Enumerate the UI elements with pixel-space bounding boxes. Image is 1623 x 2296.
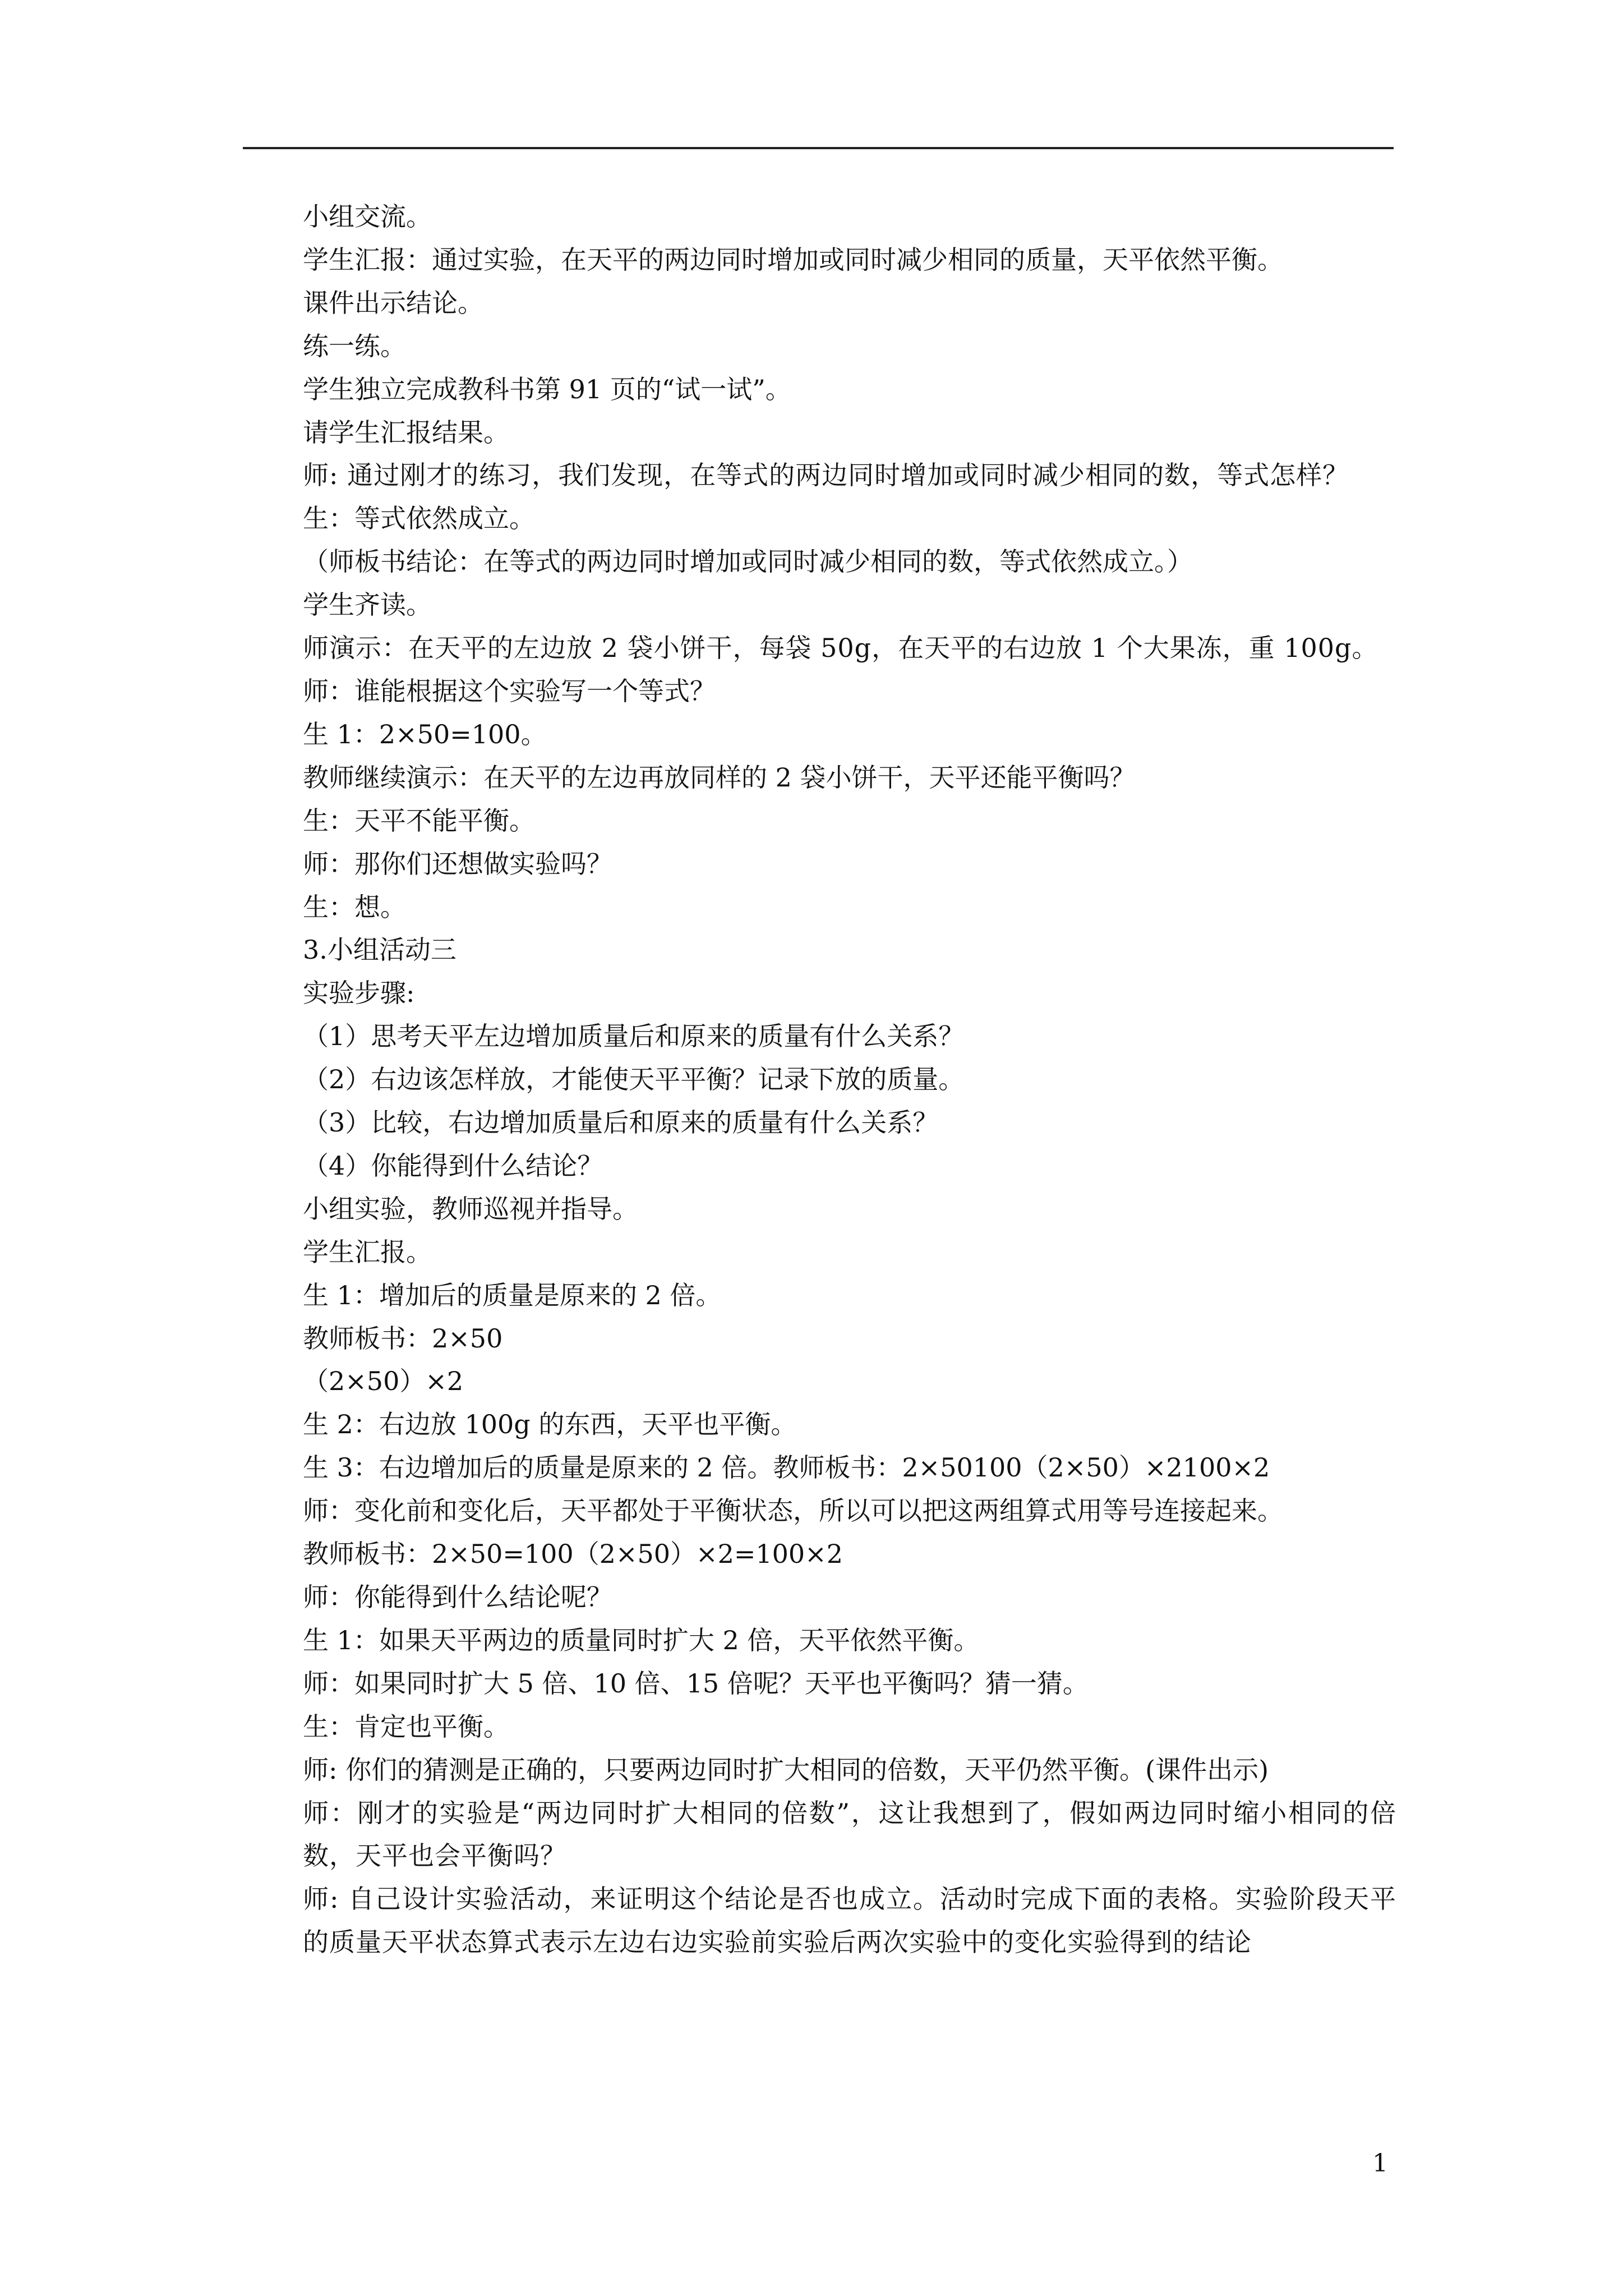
page-number: 1 [1372, 2149, 1388, 2178]
paragraph: 实验步骤: [303, 978, 415, 1009]
paragraph: 生：等式依然成立。 [303, 503, 535, 534]
paragraph: 师: 通过刚才的练习，我们发现，在等式的两边同时增加或同时减少相同的数，等式怎样？ [303, 460, 1349, 491]
paragraph: 师：变化前和变化后，天平都处于平衡状态，所以可以把这两组算式用等号连接起来。 [303, 1496, 1283, 1526]
paragraph: 师：如果同时扩大 5 倍、10 倍、15 倍呢？天平也平衡吗？猜一猜。 [303, 1668, 1089, 1699]
paragraph: 学生齐读。 [303, 590, 432, 620]
paragraph: 生 1：2×50=100。 [303, 719, 547, 749]
paragraph: 生：天平不能平衡。 [303, 805, 535, 836]
paragraph: 小组实验，教师巡视并指导。 [303, 1193, 638, 1224]
paragraph: 师演示：在天平的左边放 2 袋小饼干，每袋 50g，在天平的右边放 1 个大果冻，重 100g。 [303, 633, 1378, 664]
list-item: （1）思考天平左边增加质量后和原来的质量有什么关系？ [303, 1021, 965, 1052]
paragraph: （2×50）×2 [303, 1366, 464, 1397]
paragraph: 学生汇报。 [303, 1236, 432, 1267]
paragraph: 练一练。 [303, 330, 406, 361]
paragraph: 生 2：右边放 100g 的东西，天平也平衡。 [303, 1409, 797, 1440]
document-body [303, 195, 1396, 1964]
paragraph: 教师板书：2×50=100（2×50）×2=100×2 [303, 1539, 843, 1570]
paragraph: 师：谁能根据这个实验写一个等式？ [303, 675, 716, 706]
list-item: （4）你能得到什么结论？ [303, 1150, 603, 1181]
list-item: （2）右边该怎样放，才能使天平平衡？记录下放的质量。 [303, 1064, 965, 1095]
paragraph: 师：刚才的实验是“两边同时扩大相同的倍数”，这让我想到了，假如两边同时缩小相同的倍数，天平也会平衡吗？ [303, 1797, 1396, 1871]
list-item: （3）比较，右边增加质量后和原来的质量有什么关系？ [303, 1107, 939, 1138]
paragraph: 师: 自己设计实验活动，来证明这个结论是否也成立。活动时完成下面的表格。实验阶段天平的质量天平状态算式表示左边右边实验前实验后两次实验中的变化实验得到的结论 [303, 1884, 1396, 1958]
paragraph: 生 1：如果天平两边的质量同时扩大 2 倍，天平依然平衡。 [303, 1625, 980, 1655]
paragraph: 教师板书：2×50 [303, 1323, 503, 1354]
paragraph: 学生独立完成教科书第 91 页的“试一试”。 [303, 374, 791, 404]
paragraph: 请学生汇报结果。 [303, 417, 509, 448]
section-heading: 3.小组活动三 [303, 935, 457, 965]
paragraph: 学生汇报：通过实验，在天平的两边同时增加或同时减少相同的质量，天平依然平衡。 [303, 244, 1283, 275]
paragraph: 生 1：增加后的质量是原来的 2 倍。 [303, 1280, 722, 1310]
paragraph: 师：那你们还想做实验吗？ [303, 848, 612, 879]
paragraph: 生：肯定也平衡。 [303, 1711, 509, 1742]
paragraph: 生 3：右边增加后的质量是原来的 2 倍。教师板书：2×50100（2×50）×2100×2 [303, 1452, 1270, 1483]
paragraph: 生：想。 [303, 891, 406, 922]
paragraph: 教师继续演示：在天平的左边再放同样的 2 袋小饼干，天平还能平衡吗？ [303, 762, 1136, 793]
paragraph: 课件出示结论。 [303, 287, 483, 318]
paragraph: 师: 你们的猜测是正确的，只要两边同时扩大相同的倍数，天平仍然平衡。(课件出示) [303, 1754, 1269, 1785]
header-rule [243, 147, 1394, 149]
paragraph: （师板书结论：在等式的两边同时增加或同时减少相同的数，等式依然成立。） [303, 546, 1193, 577]
paragraph: 师：你能得到什么结论呢？ [303, 1582, 612, 1612]
paragraph: 小组交流。 [303, 201, 432, 232]
